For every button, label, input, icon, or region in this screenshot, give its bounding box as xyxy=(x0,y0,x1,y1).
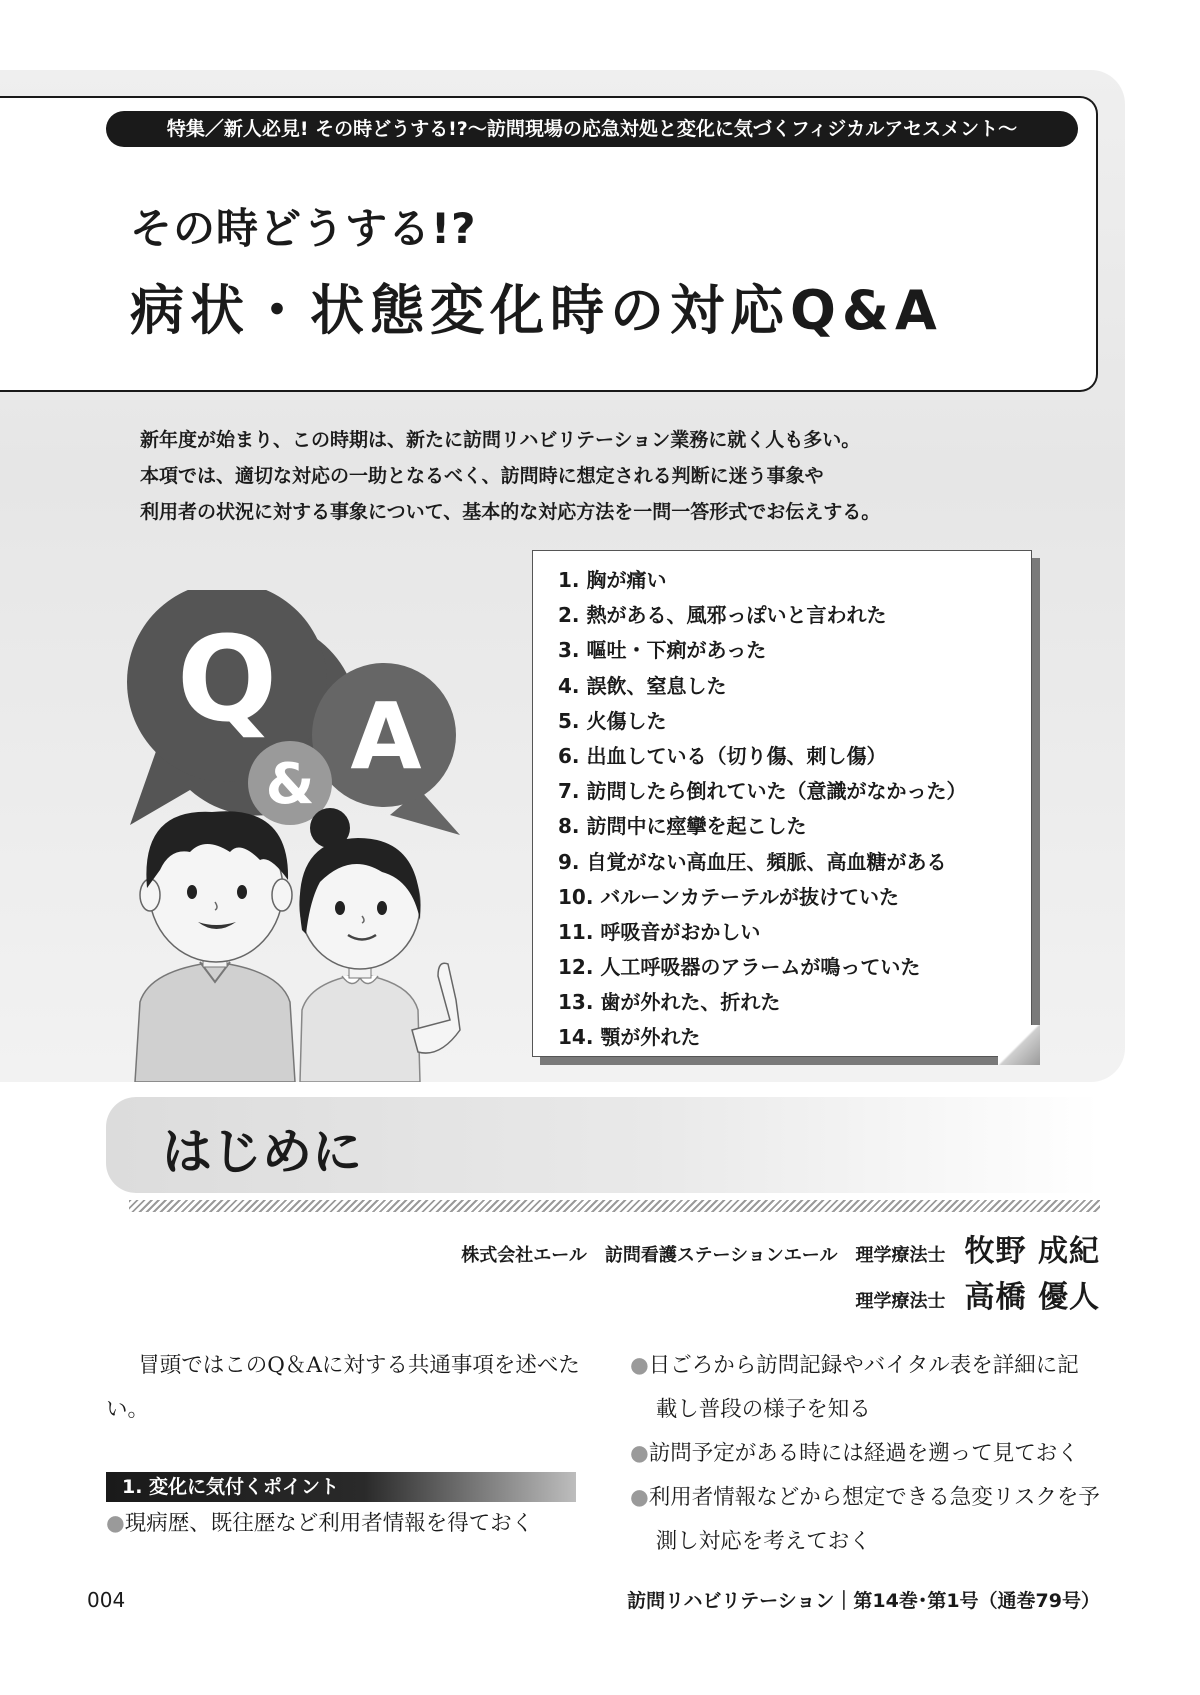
bullet-text: 訪問予定がある時には経過を遡って見ておく xyxy=(648,1441,1079,1466)
intro-line: 新年度が始まり、この時期は、新たに訪問リハビリテーション業務に就く人も多い。 xyxy=(140,429,861,451)
qa-list-item: 13. 歯が外れた、折れた xyxy=(558,990,781,1015)
qa-list-item: 14. 顎が外れた xyxy=(558,1025,701,1050)
intro-line: 本項では、適切な対応の一助となるべく、訪問時に想定される判断に迷う事象や xyxy=(140,465,824,487)
hatch-divider xyxy=(129,1200,1100,1212)
author-name-2: 高橋 優人 xyxy=(964,1280,1100,1315)
qa-list-item: 12. 人工呼吸器のアラームが鳴っていた xyxy=(558,955,921,980)
qa-list-item: 6. 出血している（切り傷、刺し傷） xyxy=(558,743,887,768)
feature-label: 特集／新人必見! その時どうする!?～訪問現場の応急対処と変化に気づくフィジカルアセスメント～ xyxy=(106,111,1078,147)
qa-list-item: 8. 訪問中に痙攣を起こした xyxy=(558,814,807,839)
q-letter: Q xyxy=(176,610,278,748)
bullet-item xyxy=(630,1476,1100,1564)
qa-list-card xyxy=(532,550,1032,1057)
bullet-text: 日ごろから訪問記録やバイタル表を詳細に記載し普段の様子を知る xyxy=(648,1353,1079,1422)
author-row-2 xyxy=(855,1272,1100,1316)
section-title: はじめに xyxy=(162,1123,362,1181)
page-curl xyxy=(998,1025,1040,1065)
bullet-item xyxy=(630,1344,1100,1432)
boy-character xyxy=(135,811,295,1082)
qa-list-item: 5. 火傷した xyxy=(558,708,667,733)
intro-paragraph xyxy=(140,422,880,530)
author-role: 理学療法士 xyxy=(855,1291,946,1312)
title-line-2: 病状・状態変化時の対応Q&A xyxy=(130,279,943,342)
bullet-text: 利用者情報などから想定できる急変リスクを予測し対応を考えておく xyxy=(648,1485,1100,1554)
page-number: 004 xyxy=(87,1588,126,1612)
author-affiliation: 株式会社エール 訪問看護ステーションエール 理学療法士 xyxy=(461,1245,946,1266)
subsection-heading: 1. 変化に気付くポイント xyxy=(106,1472,576,1502)
bullet-dot: ● xyxy=(630,1353,649,1378)
qa-list-item: 10. バルーンカテーテルが抜けていた xyxy=(558,884,899,909)
qa-list-item: 4. 誤飲、窒息した xyxy=(558,673,727,698)
opening-paragraph: 冒頭ではこのQ＆Aに対する共通事項を述べたい。 xyxy=(106,1353,580,1422)
body-column-right xyxy=(630,1344,1100,1564)
bullet-dot: ● xyxy=(630,1441,649,1466)
qa-illustration xyxy=(120,590,480,1082)
qa-list-item: 1. 胸が痛い xyxy=(558,568,667,592)
girl-character xyxy=(300,808,460,1082)
bullet-dot: ● xyxy=(106,1511,125,1536)
bullet-text: 現病歴、既往歴など利用者情報を得ておく xyxy=(124,1511,534,1536)
bullet-dot: ● xyxy=(630,1485,649,1510)
author-name-1: 牧野 成紀 xyxy=(964,1234,1100,1269)
qa-list-item: 11. 呼吸音がおかしい xyxy=(558,919,761,944)
qa-list-item: 9. 自覚がない高血圧、頻脈、高血糖がある xyxy=(558,849,947,874)
qa-list-item: 3. 嘔吐・下痢があった xyxy=(558,638,767,663)
qa-list-item: 2. 熱がある、風邪っぽいと言われた xyxy=(558,603,887,628)
bullet-item xyxy=(630,1432,1100,1476)
left-bullets xyxy=(106,1502,581,1546)
ampersand: & xyxy=(265,752,315,817)
title-line-1: その時どうする!? xyxy=(130,204,477,253)
qa-list-item: 7. 訪問したら倒れていた（意識がなかった） xyxy=(558,779,967,804)
a-letter: A xyxy=(350,683,422,790)
body-column-left xyxy=(106,1344,581,1432)
journal-info: 訪問リハビリテーション｜第14巻･第1号（通巻79号） xyxy=(627,1590,1100,1612)
intro-line: 利用者の状況に対する事象について、基本的な対応方法を一問一答形式でお伝えする。 xyxy=(140,501,881,523)
author-row-1 xyxy=(461,1226,1100,1270)
bullet-item xyxy=(106,1502,581,1546)
